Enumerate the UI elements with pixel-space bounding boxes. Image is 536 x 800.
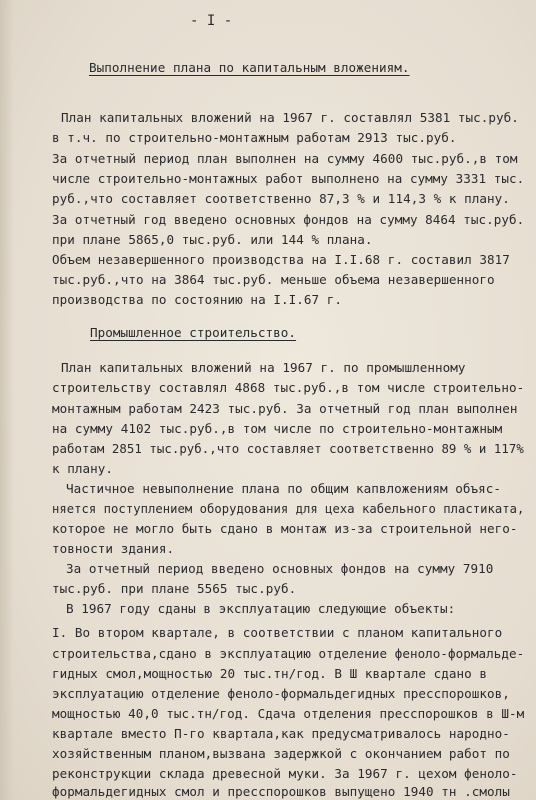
text-line: реконструкции склада древесной муки. За 1967 г. цехом феноло-	[52, 766, 518, 781]
text-line: няется поступлением оборудования для цеха кабельного пластиката,	[52, 501, 525, 516]
text-line: За отчетный год введено основных фондов на сумму 8464 тыс.руб.	[52, 212, 525, 227]
text-line: хозяйственным планом,вызвана задержкой с окончанием работ по	[52, 746, 510, 761]
text-line: гидных смол,мощностью 20 тыс.тн/год. В Ш квартале сдано в	[52, 666, 488, 681]
text-line: к плану.	[52, 461, 114, 476]
page-edge-shadow	[0, 0, 14, 800]
text-line: которое не могло быть сдано в монтаж из-за строительной него-	[52, 521, 518, 536]
text-line: План капитальных вложений на 1967 г. по промышленному	[61, 360, 466, 375]
text-line: квартале вместо П-го квартала,как предусматривалось народно-	[52, 726, 510, 741]
text-line: товности здания.	[52, 541, 175, 556]
text-line: тыс.руб. при плане 5565 тыс.руб.	[52, 581, 297, 596]
text-line: тыс.руб.,что на 3864 тыс.руб. меньше объема незавершенного	[52, 272, 495, 287]
text-line: мощностью 40,0 тыс.тн/год. Сдача отделения пресспорошков в Ш-м	[52, 706, 525, 721]
text-line: руб.,что составляет соответственно 87,3 % и 114,3 % к плану.	[52, 191, 510, 206]
heading-industrial-construction: Промышленное строительство.	[90, 325, 297, 340]
text-line: строительству составлял 4868 тыс.руб.,в том числе строительно-	[52, 380, 525, 395]
text-line: формальдегидных смол и пресспорошков выпущено 1940 тн .смолы	[52, 784, 510, 799]
text-line: в т.ч. по строительно-монтажным работам 2913 тыс.руб.	[52, 130, 457, 145]
text-line: Частичное невыполнение плана по общим капвложениям объяс-	[66, 481, 502, 496]
text-line: За отчетный период план выполнен на сумму 4600 тыс.руб.,в том	[52, 151, 518, 166]
text-line: I. Во втором квартале, в соответствии с планом капитального	[52, 625, 503, 640]
text-line: производства по состоянию на I.I.67 г.	[52, 292, 343, 307]
text-line: План капитальных вложений на 1967 г. составлял 5381 тыс.руб.	[61, 110, 519, 125]
text-line: при плане 5865,0 тыс.руб. или 144 % плана.	[52, 232, 373, 247]
text-line: Объем незавершенного производства на I.I.68 г. составил 3817	[52, 252, 510, 267]
text-line: монтажным работам 2423 тыс.руб. За отчетный год план выполнен	[52, 401, 518, 416]
text-line: В 1967 году сданы в эксплуатацию следующие объекты:	[66, 601, 456, 616]
heading-capital-investments: Выполнение плана по капитальным вложениям.	[89, 60, 410, 75]
text-line: За отчетный период введено основных фондов на сумму 7910	[66, 561, 494, 576]
text-line: числе строительно-монтажных работ выполнено на сумму 3331 тыс.	[52, 171, 525, 186]
text-line: на сумму 4102 тыс.руб.,в том числе по строительно-монтажным	[52, 421, 503, 436]
text-line: строительства,сдано в эксплуатацию отделение феноло-формальде-	[52, 646, 525, 661]
page-number: - I -	[190, 13, 233, 29]
text-line: работам 2851 тыс.руб.,что составляет соответственно 89 % и 117%	[52, 441, 524, 456]
text-line: эксплуатацию отделение феноло-формальдегидных пресспорошков,	[52, 686, 510, 701]
